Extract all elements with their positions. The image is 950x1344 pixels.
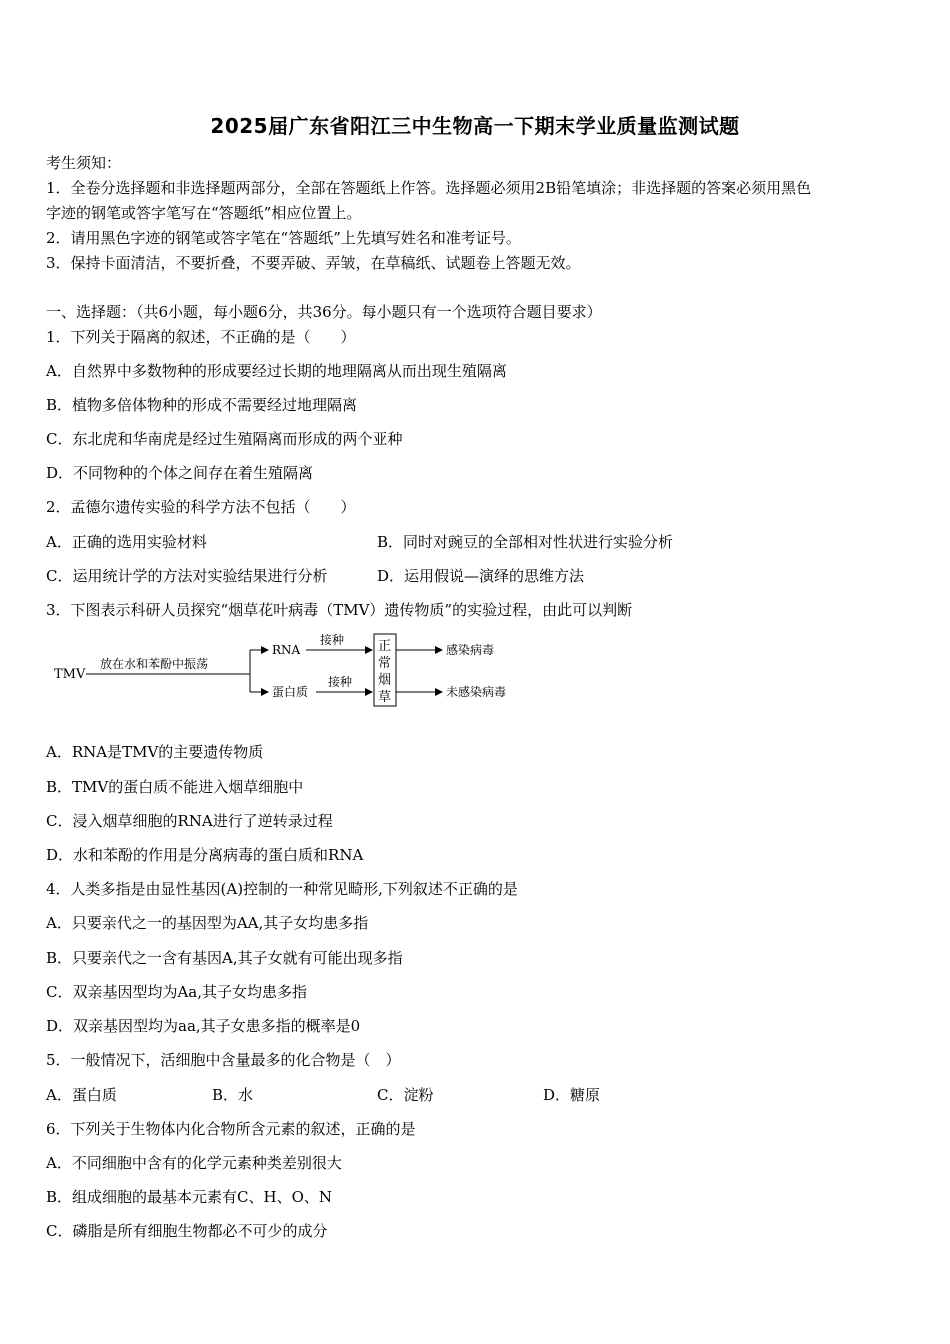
q3-option-d: D．水和苯酚的作用是分离病毒的蛋白质和RNA xyxy=(46,846,364,864)
q5-stem: 5．一般情况下，活细胞中含量最多的化合物是（ ） xyxy=(46,1051,401,1069)
diagram-rna-label: RNA xyxy=(272,643,301,657)
diagram-box-char-4: 草 xyxy=(378,690,392,705)
q2-option-b: B．同时对豌豆的全部相对性状进行实验分析 xyxy=(377,533,674,551)
diagram-protein-label: 蛋白质 xyxy=(272,685,309,699)
notice-item-1: 1．全卷分选择题和非选择题两部分，全部在答题纸上作答。选择题必须用2B铅笔填涂；非选择题的答案必须用黑色 xyxy=(46,179,812,197)
q4-stem: 4．人类多指是由显性基因(A)控制的一种常见畸形,下列叙述不正确的是 xyxy=(46,880,518,898)
q4-option-c: C．双亲基因型均为Aa,其子女均患多指 xyxy=(46,983,308,1001)
q1-option-b: B．植物多倍体物种的形成不需要经过地理隔离 xyxy=(46,396,358,414)
tmv-experiment-diagram xyxy=(50,628,530,714)
notice-item-2: 2．请用黑色字迹的钢笔或答字笔在“答题纸”上先填写姓名和准考证号。 xyxy=(46,229,521,247)
section-heading: 一、选择题：（共6小题，每小题6分，共36分。每小题只有一个选项符合题目要求） xyxy=(46,303,602,321)
diagram-inoculate-bottom: 接种 xyxy=(328,675,353,689)
diagram-box-char-3: 烟 xyxy=(378,673,392,688)
q2-option-a: A．正确的选用实验材料 xyxy=(46,533,207,551)
q1-stem: 1．下列关于隔离的叙述，不正确的是（ ） xyxy=(46,328,356,346)
q6-option-a: A．不同细胞中含有的化学元素种类差别很大 xyxy=(46,1154,342,1172)
q6-option-c: C．磷脂是所有细胞生物都必不可少的成分 xyxy=(46,1222,328,1240)
q3-option-a: A．RNA是TMV的主要遗传物质 xyxy=(46,743,264,761)
q1-option-c: C．东北虎和华南虎是经过生殖隔离而形成的两个亚种 xyxy=(46,430,403,448)
page-title: 2025届广东省阳江三中生物高一下期末学业质量监测试题 xyxy=(210,114,740,138)
q1-option-a: A．自然界中多数物种的形成要经过长期的地理隔离从而出现生殖隔离 xyxy=(46,362,507,380)
diagram-inoculate-top: 接种 xyxy=(320,633,345,647)
q2-option-d: D．运用假说—演绎的思维方法 xyxy=(377,567,585,585)
q4-option-d: D．双亲基因型均为aa,其子女患多指的概率是0 xyxy=(46,1017,361,1035)
diagram-tmv-label: TMV xyxy=(54,667,86,682)
q1-option-d: D．不同物种的个体之间存在着生殖隔离 xyxy=(46,464,314,482)
notice-item-1-cont: 字迹的钢笔或答字笔写在“答题纸”相应位置上。 xyxy=(46,204,362,222)
q3-stem: 3．下图表示科研人员探究“烟草花叶病毒（TMV）遗传物质”的实验过程，由此可以判断 xyxy=(46,601,633,619)
q5-option-b: B．水 xyxy=(212,1086,254,1104)
q5-option-a: A．蛋白质 xyxy=(46,1086,117,1104)
q5-option-c: C．淀粉 xyxy=(377,1086,434,1104)
q4-option-a: A．只要亲代之一的基因型为AA,其子女均患多指 xyxy=(46,914,369,932)
q4-option-b: B．只要亲代之一含有基因A,其子女就有可能出现多指 xyxy=(46,949,403,967)
q5-option-d: D．糖原 xyxy=(543,1086,601,1104)
q2-stem: 2．孟德尔遗传实验的科学方法不包括（ ） xyxy=(46,498,356,516)
diagram-not-infected-label: 未感染病毒 xyxy=(446,685,507,699)
q3-option-b: B．TMV的蛋白质不能进入烟草细胞中 xyxy=(46,778,304,796)
diagram-box-char-2: 常 xyxy=(378,656,392,671)
diagram-box-char-1: 正 xyxy=(378,639,392,654)
diagram-process-label: 放在水和苯酚中振荡 xyxy=(100,657,209,671)
diagram-infected-label: 感染病毒 xyxy=(446,643,495,657)
q6-option-b: B．组成细胞的最基本元素有C、H、O、N xyxy=(46,1188,333,1206)
notice-item-3: 3．保持卡面清洁，不要折叠，不要弄破、弄皱，在草稿纸、试题卷上答题无效。 xyxy=(46,254,581,272)
notice-heading: 考生须知： xyxy=(46,154,122,172)
q6-stem: 6．下列关于生物体内化合物所含元素的叙述，正确的是 xyxy=(46,1120,416,1138)
q2-option-c: C．运用统计学的方法对实验结果进行分析 xyxy=(46,567,328,585)
q3-option-c: C．浸入烟草细胞的RNA进行了逆转录过程 xyxy=(46,812,333,830)
